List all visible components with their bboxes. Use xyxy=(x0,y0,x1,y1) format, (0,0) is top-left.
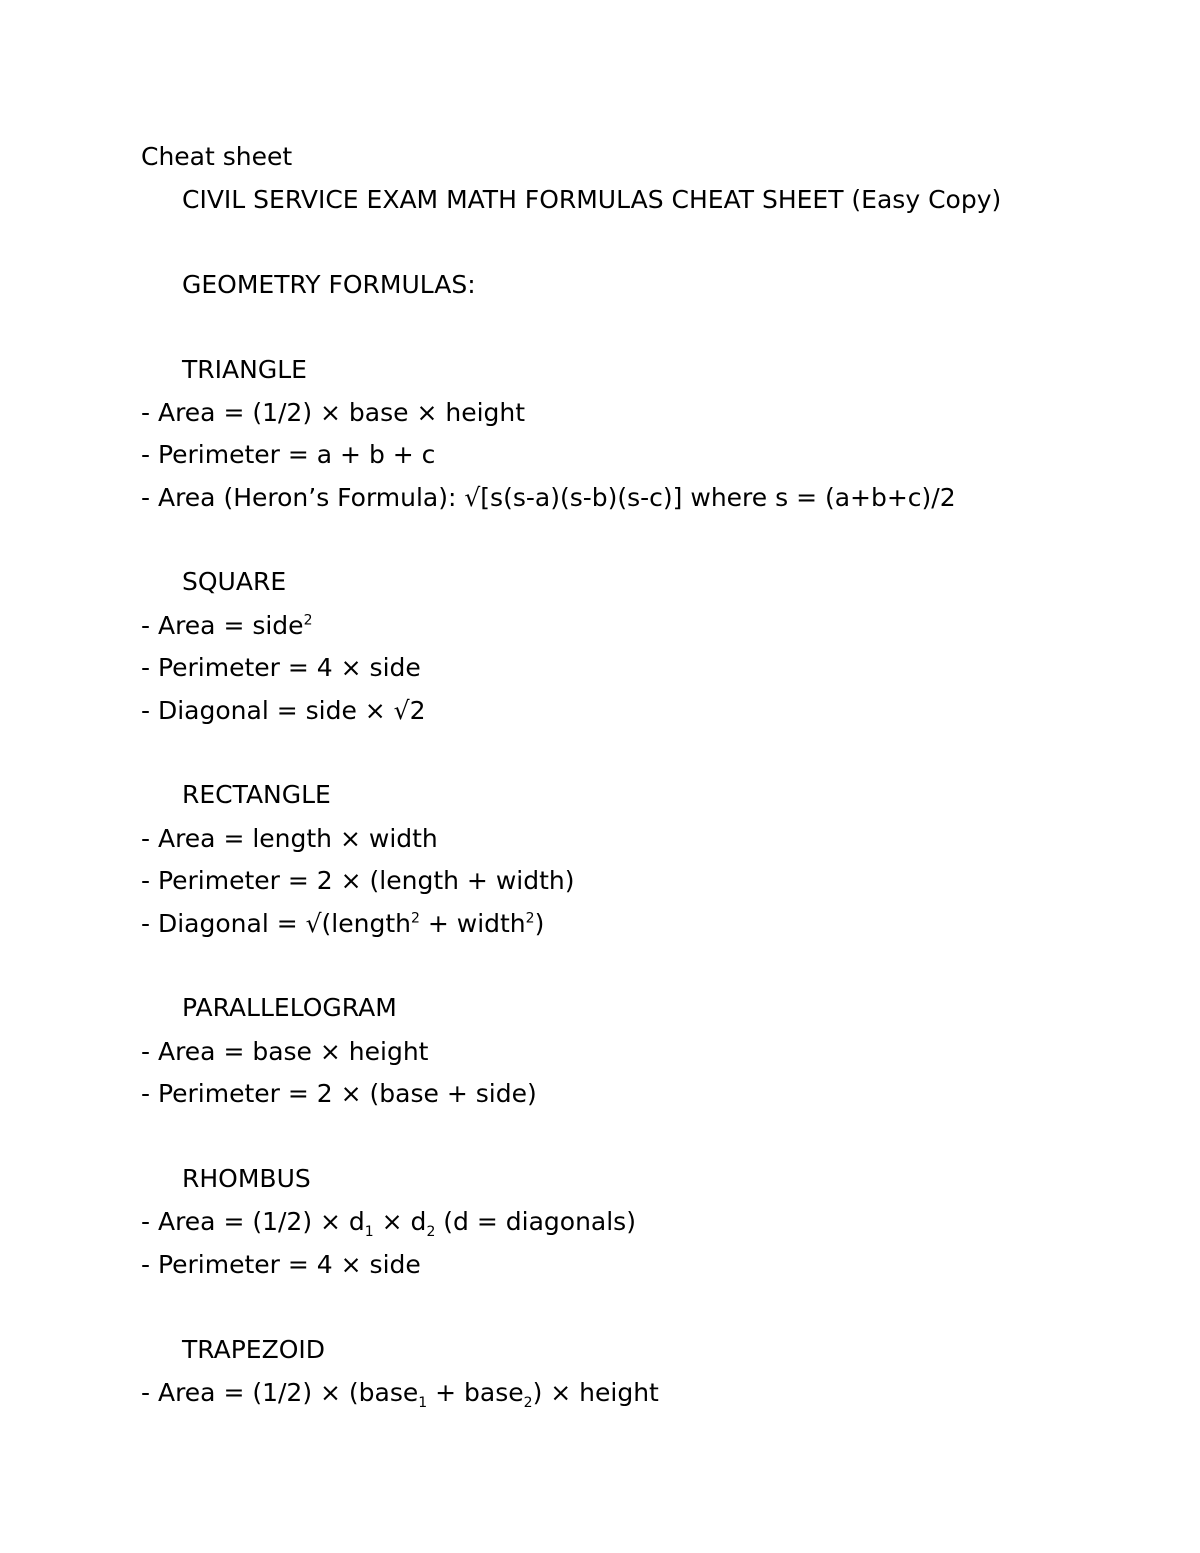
subscript-one: 1 xyxy=(364,1224,374,1240)
triangle-area-line: - Area = (1/2) × base × height xyxy=(141,398,526,427)
rectangle-diagonal-part2: + width xyxy=(419,909,526,938)
subscript-one: 1 xyxy=(418,1395,428,1411)
trapezoid-area-part2: + base xyxy=(427,1378,524,1407)
rhombus-area-part3: (d = diagonals) xyxy=(435,1207,636,1236)
parallelogram-area-line: - Area = base × height xyxy=(141,1037,429,1066)
superscript-two: 2 xyxy=(303,612,313,629)
parallelogram-perimeter-line: - Perimeter = 2 × (base + side) xyxy=(141,1079,537,1108)
rhombus-heading: RHOMBUS xyxy=(182,1164,311,1193)
rectangle-diagonal-part1: - Diagonal = √(length xyxy=(141,909,411,938)
rhombus-area-part1: - Area = (1/2) × d xyxy=(141,1207,365,1236)
triangle-heading: TRIANGLE xyxy=(182,355,307,384)
square-diagonal-line: - Diagonal = side × √2 xyxy=(141,696,426,725)
square-area-line xyxy=(141,611,312,641)
rectangle-diagonal-part3: ) xyxy=(534,909,545,938)
trapezoid-heading: TRAPEZOID xyxy=(182,1335,326,1364)
trapezoid-area-part3: ) × height xyxy=(532,1378,659,1407)
rhombus-perimeter-line: - Perimeter = 4 × side xyxy=(141,1250,421,1279)
section-label: GEOMETRY FORMULAS: xyxy=(182,270,476,299)
superscript-two: 2 xyxy=(410,910,420,927)
square-perimeter-line: - Perimeter = 4 × side xyxy=(141,653,421,682)
document-heading: CIVIL SERVICE EXAM MATH FORMULAS CHEAT SHEET (Easy Copy) xyxy=(182,185,1002,214)
rectangle-perimeter-line: - Perimeter = 2 × (length + width) xyxy=(141,866,575,895)
trapezoid-area-part1: - Area = (1/2) × (base xyxy=(141,1378,419,1407)
subscript-two: 2 xyxy=(426,1224,436,1240)
parallelogram-heading: PARALLELOGRAM xyxy=(182,993,397,1022)
triangle-heron-line: - Area (Heron’s Formula): √[s(s-a)(s-b)(s-c)] where s = (a+b+c)/2 xyxy=(141,483,956,512)
subscript-two: 2 xyxy=(523,1395,533,1411)
rhombus-area-part2: × d xyxy=(373,1207,427,1236)
superscript-two: 2 xyxy=(525,910,535,927)
square-heading: SQUARE xyxy=(182,567,287,596)
square-area-text: - Area = side xyxy=(141,611,304,640)
rectangle-diagonal-line xyxy=(141,909,544,939)
trapezoid-area-line xyxy=(141,1378,659,1411)
triangle-perimeter-line: - Perimeter = a + b + c xyxy=(141,440,436,469)
rectangle-heading: RECTANGLE xyxy=(182,780,331,809)
rhombus-area-line xyxy=(141,1207,636,1240)
rectangle-area-line: - Area = length × width xyxy=(141,824,438,853)
document-title: Cheat sheet xyxy=(141,142,293,171)
